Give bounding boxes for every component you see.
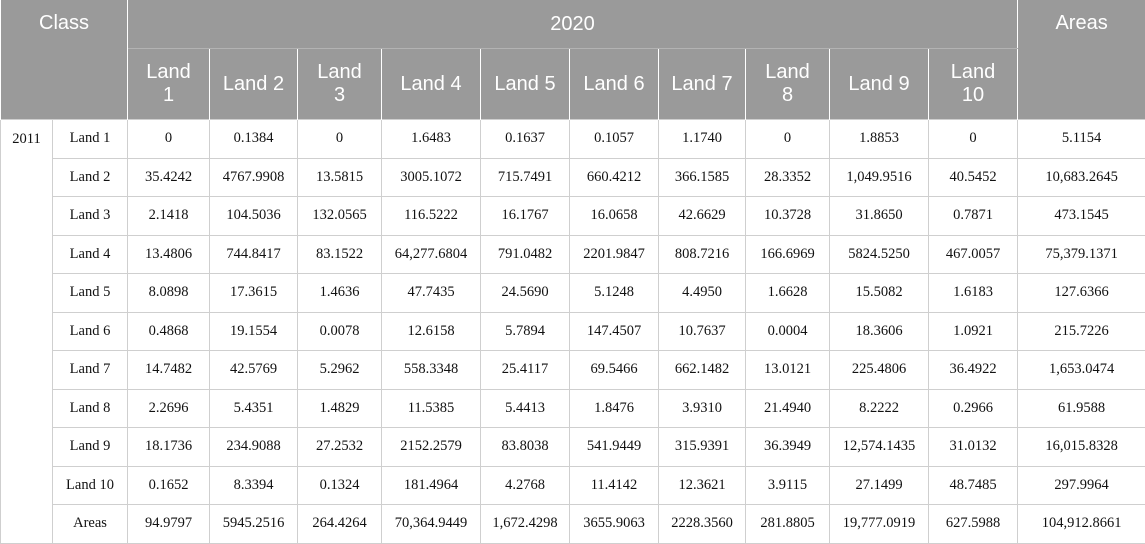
value-cell: 3655.9063 — [570, 505, 659, 544]
value-cell: 13.4806 — [128, 235, 210, 274]
value-cell: 0.7871 — [929, 197, 1018, 236]
value-cell: 1.8476 — [570, 389, 659, 428]
row-total-cell: 16,015.8328 — [1018, 428, 1145, 467]
row-label-cell: Land 7 — [53, 351, 128, 390]
row-label-cell: Land 8 — [53, 389, 128, 428]
value-cell: 264.4264 — [298, 505, 382, 544]
value-cell: 40.5452 — [929, 158, 1018, 197]
value-cell: 70,364.9449 — [382, 505, 481, 544]
row-total-cell: 297.9964 — [1018, 466, 1145, 505]
row-total-cell: 104,912.8661 — [1018, 505, 1145, 544]
value-cell: 132.0565 — [298, 197, 382, 236]
value-cell: 0.1652 — [128, 466, 210, 505]
column-header-line1: Land 2 — [223, 73, 284, 95]
value-cell: 16.1767 — [481, 197, 570, 236]
table-row — [1, 389, 1145, 428]
value-cell: 5945.2516 — [210, 505, 298, 544]
table-row — [1, 235, 1145, 274]
row-label-cell: Land 4 — [53, 235, 128, 274]
table-row — [1, 428, 1145, 467]
column-header — [298, 49, 382, 120]
column-header — [128, 49, 210, 120]
value-cell: 2152.2579 — [382, 428, 481, 467]
row-label-cell: Areas — [53, 505, 128, 544]
value-cell: 0 — [298, 120, 382, 159]
value-cell: 181.4964 — [382, 466, 481, 505]
value-cell: 27.1499 — [830, 466, 929, 505]
value-cell: 18.1736 — [128, 428, 210, 467]
value-cell: 14.7482 — [128, 351, 210, 390]
value-cell: 31.0132 — [929, 428, 1018, 467]
value-cell: 1.4829 — [298, 389, 382, 428]
value-cell: 234.9088 — [210, 428, 298, 467]
column-header-line2: 3 — [334, 84, 345, 106]
value-cell: 5.2962 — [298, 351, 382, 390]
column-header-line1: Land 9 — [848, 73, 909, 95]
row-total-cell: 127.6366 — [1018, 274, 1145, 313]
column-header-line1: Land 7 — [671, 73, 732, 95]
column-header-line2: 10 — [962, 84, 984, 106]
value-cell: 1.4636 — [298, 274, 382, 313]
value-cell: 11.4142 — [570, 466, 659, 505]
areas-header: Areas — [1018, 0, 1145, 120]
value-cell: 8.0898 — [128, 274, 210, 313]
value-cell: 3.9310 — [659, 389, 746, 428]
value-cell: 2228.3560 — [659, 505, 746, 544]
value-cell: 19,777.0919 — [830, 505, 929, 544]
value-cell: 808.7216 — [659, 235, 746, 274]
value-cell: 1.6183 — [929, 274, 1018, 313]
value-cell: 31.8650 — [830, 197, 929, 236]
row-total-cell: 1,653.0474 — [1018, 351, 1145, 390]
column-header-line1: Land — [146, 61, 191, 83]
row-label-cell: Land 2 — [53, 158, 128, 197]
column-header — [830, 49, 929, 120]
value-cell: 2.2696 — [128, 389, 210, 428]
header-row-top — [1, 0, 1145, 49]
table-row — [1, 274, 1145, 313]
column-header — [481, 49, 570, 120]
value-cell: 16.0658 — [570, 197, 659, 236]
row-label-cell: Land 6 — [53, 312, 128, 351]
value-cell: 17.3615 — [210, 274, 298, 313]
value-cell: 315.9391 — [659, 428, 746, 467]
value-cell: 281.8805 — [746, 505, 830, 544]
value-cell: 3.9115 — [746, 466, 830, 505]
value-cell: 83.1522 — [298, 235, 382, 274]
value-cell: 147.4507 — [570, 312, 659, 351]
value-cell: 467.0057 — [929, 235, 1018, 274]
value-cell: 10.7637 — [659, 312, 746, 351]
table-row — [1, 158, 1145, 197]
value-cell: 36.3949 — [746, 428, 830, 467]
value-cell: 24.5690 — [481, 274, 570, 313]
value-cell: 791.0482 — [481, 235, 570, 274]
value-cell: 48.7485 — [929, 466, 1018, 505]
column-header — [746, 49, 830, 120]
value-cell: 0.1057 — [570, 120, 659, 159]
value-cell: 3005.1072 — [382, 158, 481, 197]
table-body — [1, 120, 1145, 544]
value-cell: 12.3621 — [659, 466, 746, 505]
value-cell: 715.7491 — [481, 158, 570, 197]
value-cell: 0.2966 — [929, 389, 1018, 428]
value-cell: 2201.9847 — [570, 235, 659, 274]
class-header: Class — [1, 0, 128, 120]
value-cell: 0.1637 — [481, 120, 570, 159]
value-cell: 15.5082 — [830, 274, 929, 313]
value-cell: 104.5036 — [210, 197, 298, 236]
value-cell: 0 — [746, 120, 830, 159]
value-cell: 366.1585 — [659, 158, 746, 197]
row-total-cell: 10,683.2645 — [1018, 158, 1145, 197]
table-row — [1, 351, 1145, 390]
row-total-cell: 75,379.1371 — [1018, 235, 1145, 274]
value-cell: 5.4351 — [210, 389, 298, 428]
value-cell: 42.6629 — [659, 197, 746, 236]
value-cell: 4.4950 — [659, 274, 746, 313]
value-cell: 558.3348 — [382, 351, 481, 390]
value-cell: 69.5466 — [570, 351, 659, 390]
value-cell: 27.2532 — [298, 428, 382, 467]
header-row-columns — [1, 49, 1145, 120]
column-header-line1: Land — [317, 61, 362, 83]
table-header — [1, 0, 1145, 120]
value-cell: 47.7435 — [382, 274, 481, 313]
value-cell: 0 — [128, 120, 210, 159]
value-cell: 0.1384 — [210, 120, 298, 159]
value-cell: 11.5385 — [382, 389, 481, 428]
value-cell: 744.8417 — [210, 235, 298, 274]
value-cell: 35.4242 — [128, 158, 210, 197]
value-cell: 4767.9908 — [210, 158, 298, 197]
column-header-line1: Land 4 — [400, 73, 461, 95]
column-header — [210, 49, 298, 120]
row-total-cell: 473.1545 — [1018, 197, 1145, 236]
value-cell: 5.7894 — [481, 312, 570, 351]
value-cell: 1,672.4298 — [481, 505, 570, 544]
value-cell: 1.8853 — [830, 120, 929, 159]
value-cell: 1.6628 — [746, 274, 830, 313]
table-row — [1, 312, 1145, 351]
row-label-cell: Land 10 — [53, 466, 128, 505]
value-cell: 116.5222 — [382, 197, 481, 236]
table-row — [1, 197, 1145, 236]
value-cell: 627.5988 — [929, 505, 1018, 544]
value-cell: 18.3606 — [830, 312, 929, 351]
value-cell: 5.1248 — [570, 274, 659, 313]
value-cell: 225.4806 — [830, 351, 929, 390]
column-header-line1: Land 5 — [494, 73, 555, 95]
row-label-cell: Land 3 — [53, 197, 128, 236]
value-cell: 19.1554 — [210, 312, 298, 351]
value-cell: 12.6158 — [382, 312, 481, 351]
row-label-cell: Land 9 — [53, 428, 128, 467]
value-cell: 4.2768 — [481, 466, 570, 505]
column-header-line1: Land — [765, 61, 810, 83]
value-cell: 0 — [929, 120, 1018, 159]
row-total-cell: 61.9588 — [1018, 389, 1145, 428]
value-cell: 94.9797 — [128, 505, 210, 544]
value-cell: 0.0078 — [298, 312, 382, 351]
value-cell: 21.4940 — [746, 389, 830, 428]
value-cell: 8.2222 — [830, 389, 929, 428]
value-cell: 36.4922 — [929, 351, 1018, 390]
value-cell: 64,277.6804 — [382, 235, 481, 274]
value-cell: 13.5815 — [298, 158, 382, 197]
value-cell: 1,049.9516 — [830, 158, 929, 197]
column-header — [382, 49, 481, 120]
column-header — [570, 49, 659, 120]
value-cell: 2.1418 — [128, 197, 210, 236]
value-cell: 42.5769 — [210, 351, 298, 390]
year-header: 2020 — [128, 0, 1018, 49]
column-header — [929, 49, 1018, 120]
value-cell: 541.9449 — [570, 428, 659, 467]
value-cell: 0.4868 — [128, 312, 210, 351]
value-cell: 660.4212 — [570, 158, 659, 197]
value-cell: 13.0121 — [746, 351, 830, 390]
value-cell: 0.1324 — [298, 466, 382, 505]
column-header-line2: 1 — [163, 84, 174, 106]
row-label-cell: Land 5 — [53, 274, 128, 313]
value-cell: 0.0004 — [746, 312, 830, 351]
row-label-cell: Land 1 — [53, 120, 128, 159]
column-header-line1: Land 6 — [583, 73, 644, 95]
totals-row — [1, 505, 1145, 544]
row-total-cell: 215.7226 — [1018, 312, 1145, 351]
value-cell: 1.6483 — [382, 120, 481, 159]
value-cell: 8.3394 — [210, 466, 298, 505]
value-cell: 28.3352 — [746, 158, 830, 197]
table-row — [1, 120, 1145, 159]
value-cell: 10.3728 — [746, 197, 830, 236]
value-cell: 12,574.1435 — [830, 428, 929, 467]
value-cell: 5824.5250 — [830, 235, 929, 274]
column-header — [659, 49, 746, 120]
value-cell: 166.6969 — [746, 235, 830, 274]
row-year-cell: 2011 — [1, 120, 53, 544]
table-row — [1, 466, 1145, 505]
column-header-line2: 8 — [782, 84, 793, 106]
value-cell: 5.4413 — [481, 389, 570, 428]
value-cell: 1.1740 — [659, 120, 746, 159]
value-cell: 25.4117 — [481, 351, 570, 390]
value-cell: 662.1482 — [659, 351, 746, 390]
value-cell: 83.8038 — [481, 428, 570, 467]
value-cell: 1.0921 — [929, 312, 1018, 351]
row-total-cell: 5.1154 — [1018, 120, 1145, 159]
column-header-line1: Land — [951, 61, 996, 83]
